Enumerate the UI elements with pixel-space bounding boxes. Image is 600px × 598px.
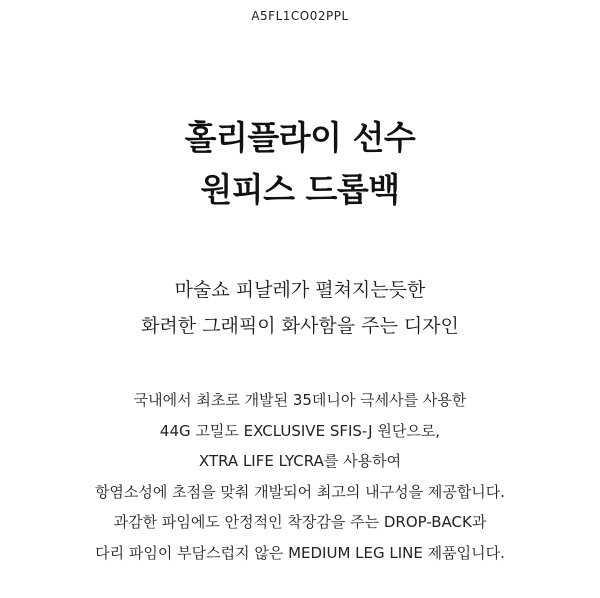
product-title — [0, 112, 600, 216]
description-line: 과감한 파임에도 안정적인 착장감을 주는 DROP-BACK과 — [113, 513, 487, 532]
product-subtitle — [0, 272, 600, 344]
description-line: 다리 파임이 부담스럽지 않은 MEDIUM LEG LINE 제품입니다. — [95, 543, 505, 562]
description-line: 항염소성에 초점을 맞춰 개발되어 최고의 내구성을 제공합니다. — [94, 482, 506, 501]
subtitle-line: 화려한 그래픽이 화사함을 주는 디자인 — [141, 315, 459, 337]
product-title-line: 홀리플라이 선수 — [184, 118, 416, 157]
description-line: XTRA LIFE LYCRA를 사용하여 — [198, 452, 402, 471]
description-line: 44G 고밀도 EXCLUSIVE SFIS-J 원단으로, — [159, 421, 441, 440]
product-title-line: 원피스 드롭백 — [200, 170, 400, 209]
description-line: 국내에서 최초로 개발된 35데니아 극세사를 사용한 — [133, 391, 467, 409]
product-description — [0, 385, 600, 569]
product-code: A5FL1CO02PPL — [251, 9, 349, 23]
subtitle-line: 마술쇼 피날레가 펼쳐지는듯한 — [174, 279, 426, 301]
